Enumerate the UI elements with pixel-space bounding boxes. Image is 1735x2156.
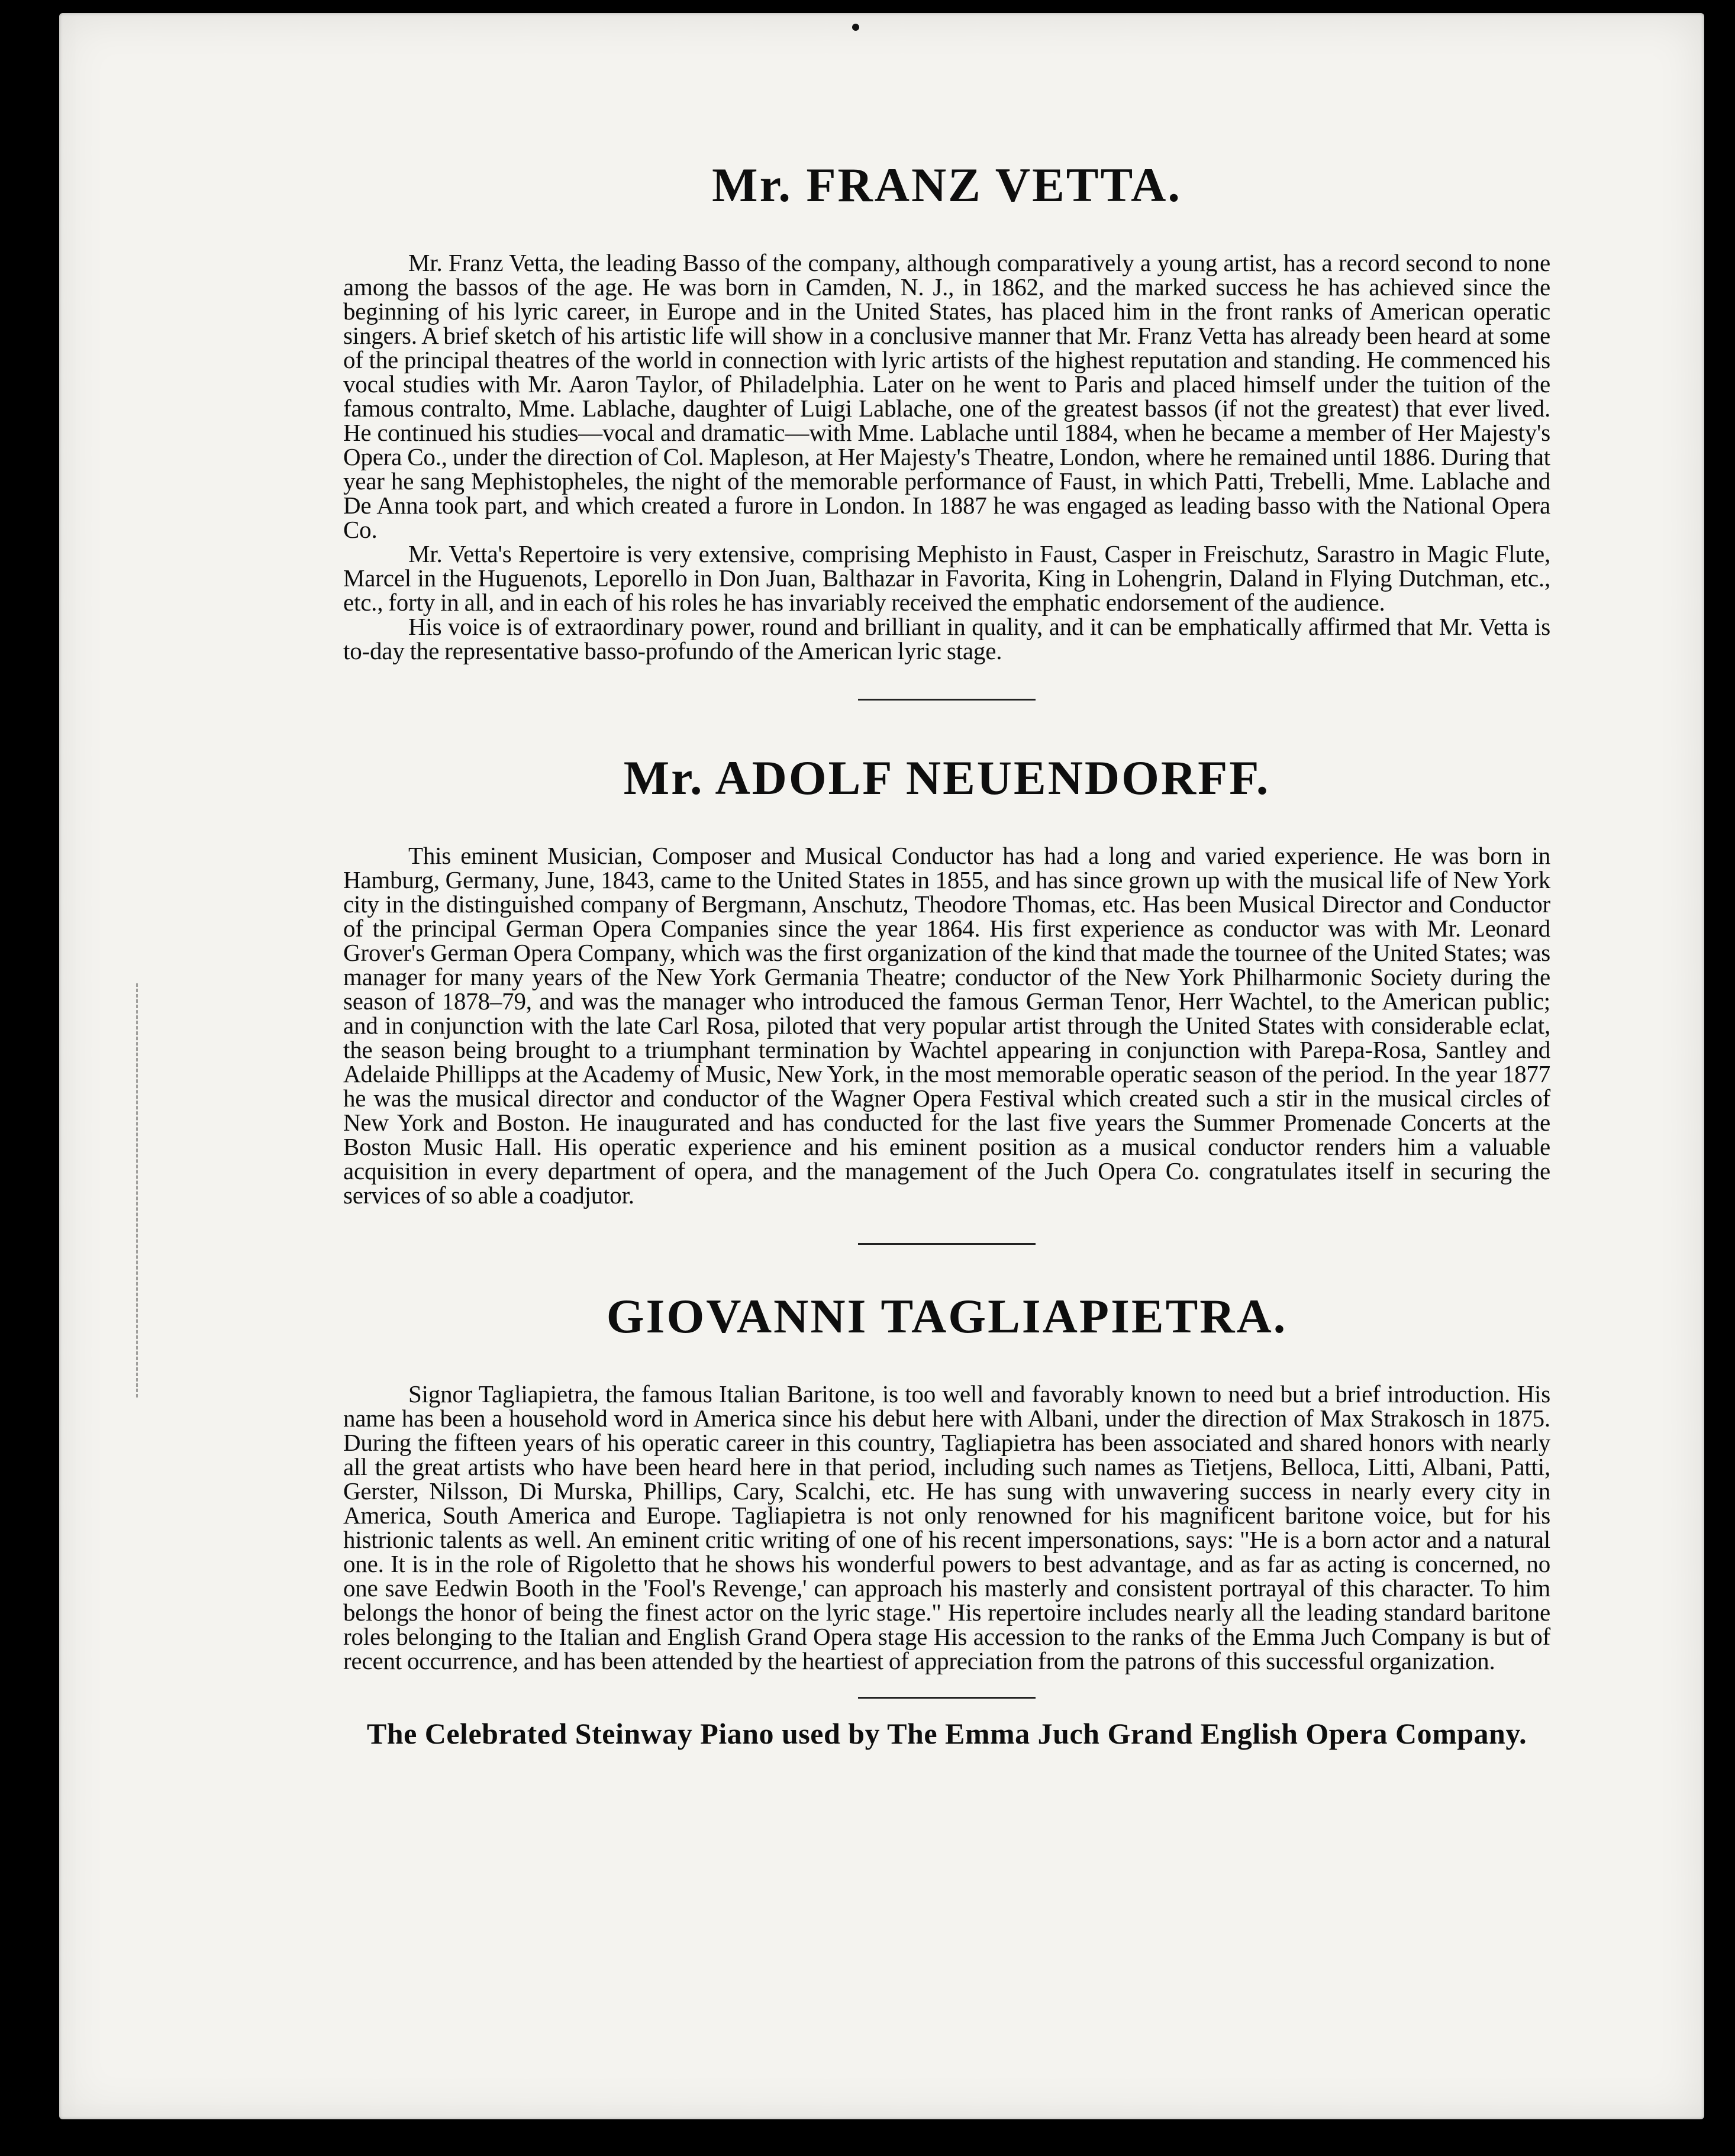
paragraph: Mr. Franz Vetta, the leading Basso of the company, although comparatively a young artist, has a record second to none among the bassos of the age. He was born in Camden, N. J., in 1862, and the marked success he has achieved since the beginning of his lyric career, in Europe and in the United States, has placed him in the front ranks of American operatic singers. A brief sketch of his artistic life will show in a conclusive manner that Mr. Franz Vetta has already been heard at some of the principal theatres of the world in connection with lyric artists of the highest reputation and standing. He commenced his vocal studies with Mr. Aaron Taylor, of Philadelphia. Later on he went to Paris and placed himself under the tuition of the famous contralto, Mme. Lablache, daughter of Luigi Lablache, one of the greatest bassos (if not the greatest) that ever lived. He continued his studies—vocal and dramatic—with Mme. Lablache until 1884, when he became a member of Her Majesty's Opera Co., under the direction of Col. Mapleson, at Her Majesty's Theatre, London, where he remained until 1886. During that year he sang Mephistopheles, the night of the memorable performance of Faust, in which Patti, Trebelli, Mme. Lablache and De Anna took part, and which created a furore in London. In 1887 he was engaged as leading basso with the National Opera Co. bbox=[343, 249, 1550, 543]
section-body bbox=[343, 844, 1550, 1208]
paragraph: His voice is of extraordinary power, round and brilliant in quality, and it can be emphatically affirmed that Mr. Vetta is to-day the representative basso-profundo of the American lyric stage. bbox=[343, 613, 1550, 664]
ink-dot bbox=[852, 24, 859, 31]
paragraph: Signor Tagliapietra, the famous Italian Baritone, is too well and favorably known to need but a brief introduction. His name has been a household word in America since his debut here with Albani, under the direction of Max Strakosch in 1875. During the fifteen years of his operatic career in this country, Tagliapietra has been associated and shared honors with nearly all the great artists who have been heard here in that period, including such names as Tietjens, Belloca, Litti, Albani, Patti, Gerster, Nilsson, Di Murska, Phillips, Cary, Scalchi, etc. He has sung with unwavering success in nearly every city in America, South America and Europe. Tagliapietra is not only renowned for his magnificent baritone voice, but for his histrionic talents as well. An eminent critic writing of one of his recent impersonations, says: "He is a born actor and a natural one. It is in the role of Rigoletto that he shows his wonderful powers to best advantage, and as far as acting is concerned, no one save Eedwin Booth in the 'Fool's Revenge,' can approach his masterly and consistent portrayal of this character. To him belongs the honor of being the finest actor on the lyric stage." His repertoire includes nearly all the leading standard baritone roles belonging to the Italian and English Grand Opera stage His accession to the ranks of the Emma Juch Company is but of recent occurrence, and has been attended by the heartiest of appreciation from the patrons of this successful organization. bbox=[343, 1380, 1550, 1674]
paragraph: Mr. Vetta's Repertoire is very extensive, comprising Mephisto in Faust, Casper in Freischutz, Sarastro in Magic Flute, Marcel in the Huguenots, Leporello in Don Juan, Balthazar in Favorita, King in Lohengrin, Daland in Flying Dutchman, etc., etc., forty in all, and in each of his roles he has invariably received the emphatic endorsement of the audience. bbox=[343, 540, 1550, 616]
section-body bbox=[343, 251, 1550, 663]
page-content bbox=[343, 158, 1550, 1751]
title-prefix: Mr. bbox=[712, 158, 792, 212]
section-title bbox=[343, 158, 1550, 212]
paragraph: This eminent Musician, Composer and Musical Conductor has had a long and varied experience. He was born in Hamburg, Germany, June, 1843, came to the United States in 1855, and has since grown up with the musical life of New York city in the distinguished company of Bergmann, Anschutz, Theodore Thomas, etc. Has been Musical Director and Conductor of the principal German Opera Companies since the year 1864. His first experience as conductor was with Mr. Leonard Grover's German Opera Company, which was the first organization of the kind that made the tournee of the United States; was manager for many years of the New York Germania Theatre; conductor of the New York Philharmonic Society during the season of 1878–79, and was the manager who introduced the famous German Tenor, Herr Wachtel, to the American public; and in conjunction with the late Carl Rosa, piloted that very popular artist through the United States with considerable eclat, the season being brought to a triumphant termination by Wachtel appearing in conjunction with Parepa-Rosa, Santley and Adelaide Phillipps at the Academy of Music, New York, in the most memorable operatic season of the period. In the year 1877 he was the musical director and conductor of the Wagner Opera Festival which created such a stir in the musical circles of New York and Boston. He inaugurated and has conducted for the last five years the Summer Promenade Concerts at the Boston Music Hall. His operatic experience and his eminent position as a musical conductor renders him a valuable acquisition in every department of opera, and the management of the Juch Opera Co. congratulates itself in securing the services of so able a coadjutor. bbox=[343, 842, 1550, 1209]
section-divider bbox=[858, 1697, 1036, 1699]
section-divider bbox=[858, 699, 1036, 701]
section-body bbox=[343, 1382, 1550, 1673]
section-franz-vetta bbox=[343, 158, 1550, 664]
title-name: GIOVANNI TAGLIAPIETRA. bbox=[606, 1289, 1288, 1343]
section-giovanni-tagliapietra bbox=[343, 1289, 1550, 1674]
title-name: ADOLF NEUENDORFF. bbox=[715, 751, 1270, 805]
section-divider bbox=[858, 1243, 1036, 1245]
title-prefix: Mr. bbox=[623, 751, 704, 805]
section-title bbox=[343, 1289, 1550, 1343]
title-name: FRANZ VETTA. bbox=[806, 158, 1182, 212]
document-page bbox=[59, 13, 1704, 2119]
footer-note: The Celebrated Steinway Piano used by The Emma Juch Grand English Opera Company. bbox=[366, 1717, 1527, 1750]
section-title bbox=[343, 751, 1550, 805]
page-fold-line bbox=[136, 983, 149, 1397]
section-adolf-neuendorff bbox=[343, 751, 1550, 1209]
